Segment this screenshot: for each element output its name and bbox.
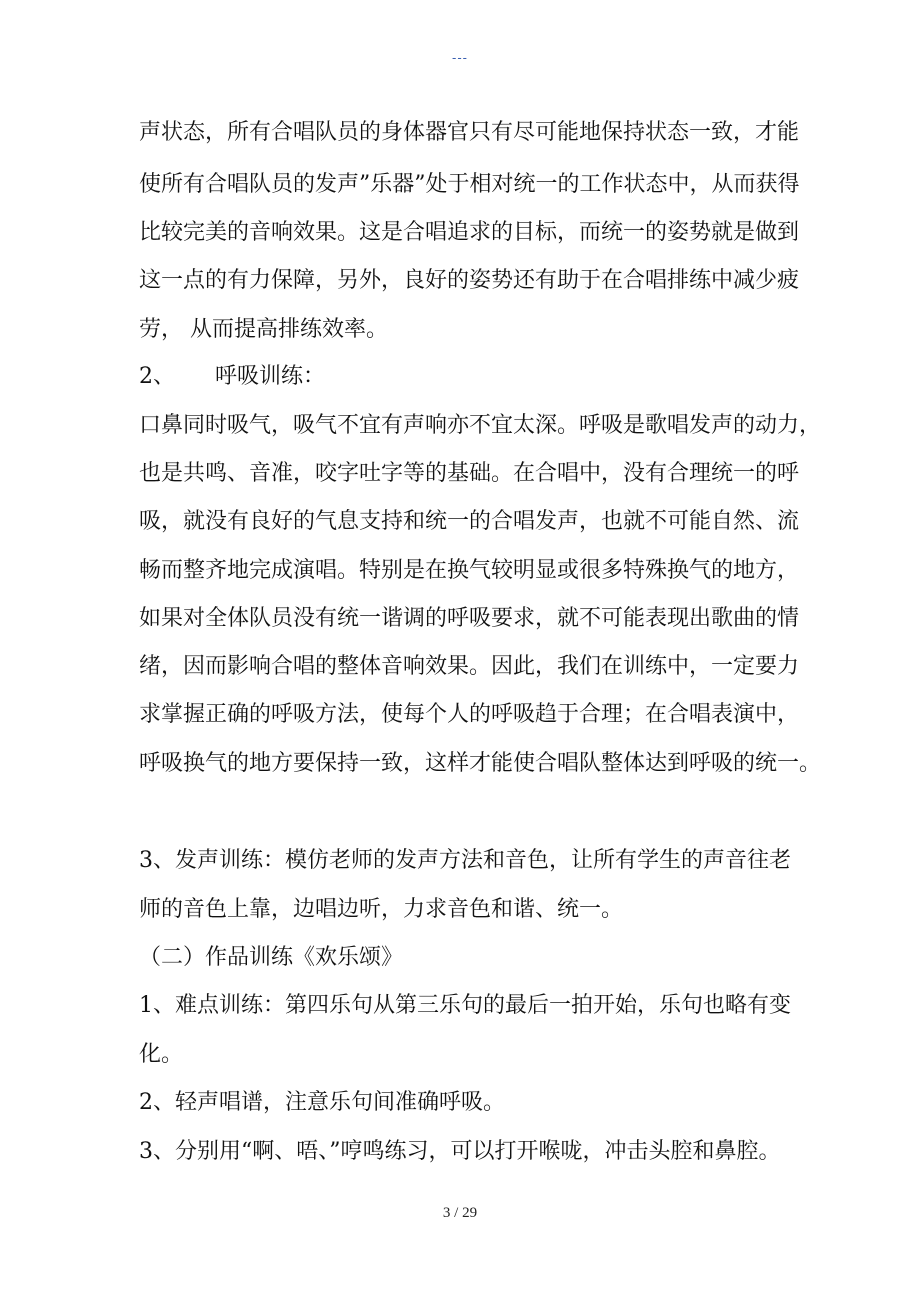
paragraph-2-line-8: 呼吸换气的地方要保持一致，这样才能使合唱队整体达到呼吸的统一。 — [139, 751, 822, 776]
paragraph-2-line-3: 吸，就没有良好的气息支持和统一的合唱发声，也就不可能自然、流 — [139, 509, 800, 534]
paragraph-2-line-6: 绪，因而影响合唱的整体音响效果。因此，我们在训练中，一定要力 — [139, 654, 800, 679]
header-mark: --- — [452, 50, 468, 65]
paragraph-3-line-1: 3、发声训练：模仿老师的发声方法和音色，让所有学生的声音往老 — [139, 848, 791, 873]
paragraph-4-line-1: 1、难点训练：第四乐句从第三乐句的最后一拍开始，乐句也略有变 — [139, 993, 791, 1018]
heading-number: 2、 — [139, 364, 175, 389]
section-heading-works: （二）作品训练《欢乐颂》 — [139, 945, 404, 970]
paragraph-1-line-2: 使所有合唱队员的发声”乐器”处于相对统一的工作状态中，从而获得 — [139, 172, 800, 197]
paragraph-4-line-2: 化。 — [139, 1042, 184, 1067]
page-number: 3 / 29 — [442, 1205, 478, 1221]
paragraph-3-line-2: 师的音色上靠，边唱边听，力求音色和谐、统一。 — [139, 897, 624, 922]
paragraph-1-line-4: 这一点的有力保障，另外，良好的姿势还有助于在合唱排练中减少疲 — [139, 268, 800, 293]
paragraph-1-line-5: 劳， 从而提高排练效率。 — [139, 317, 388, 342]
paragraph-2-line-1: 口鼻同时吸气，吸气不宜有声响亦不宜太深。呼吸是歌唱发声的动力， — [139, 413, 822, 438]
paragraph-6: 3、分别用“啊、唔、”哼鸣练习，可以打开喉咙，冲击头腔和鼻腔。 — [139, 1139, 781, 1164]
paragraph-2-line-5: 如果对全体队员没有统一谐调的呼吸要求，就不可能表现出歌曲的情 — [139, 606, 800, 631]
paragraph-1-line-3: 比较完美的音响效果。这是合唱追求的目标，而统一的姿势就是做到 — [139, 220, 800, 245]
paragraph-2-line-4: 畅而整齐地完成演唱。特别是在换气较明显或很多特殊换气的地方， — [139, 558, 800, 583]
paragraph-5: 2、轻声唱谱，注意乐句间准确呼吸。 — [139, 1090, 505, 1115]
section-heading-breathing — [139, 362, 325, 392]
paragraph-2-line-2: 也是共鸣、音准，咬字吐字等的基础。在合唱中，没有合理统一的呼 — [139, 461, 800, 486]
paragraph-2-line-7: 求掌握正确的呼吸方法，使每个人的呼吸趋于合理；在合唱表演中， — [139, 702, 800, 727]
paragraph-1-line-1: 声状态，所有合唱队员的身体器官只有尽可能地保持状态一致，才能 — [139, 120, 800, 145]
heading-text: 呼吸训练： — [215, 364, 326, 389]
